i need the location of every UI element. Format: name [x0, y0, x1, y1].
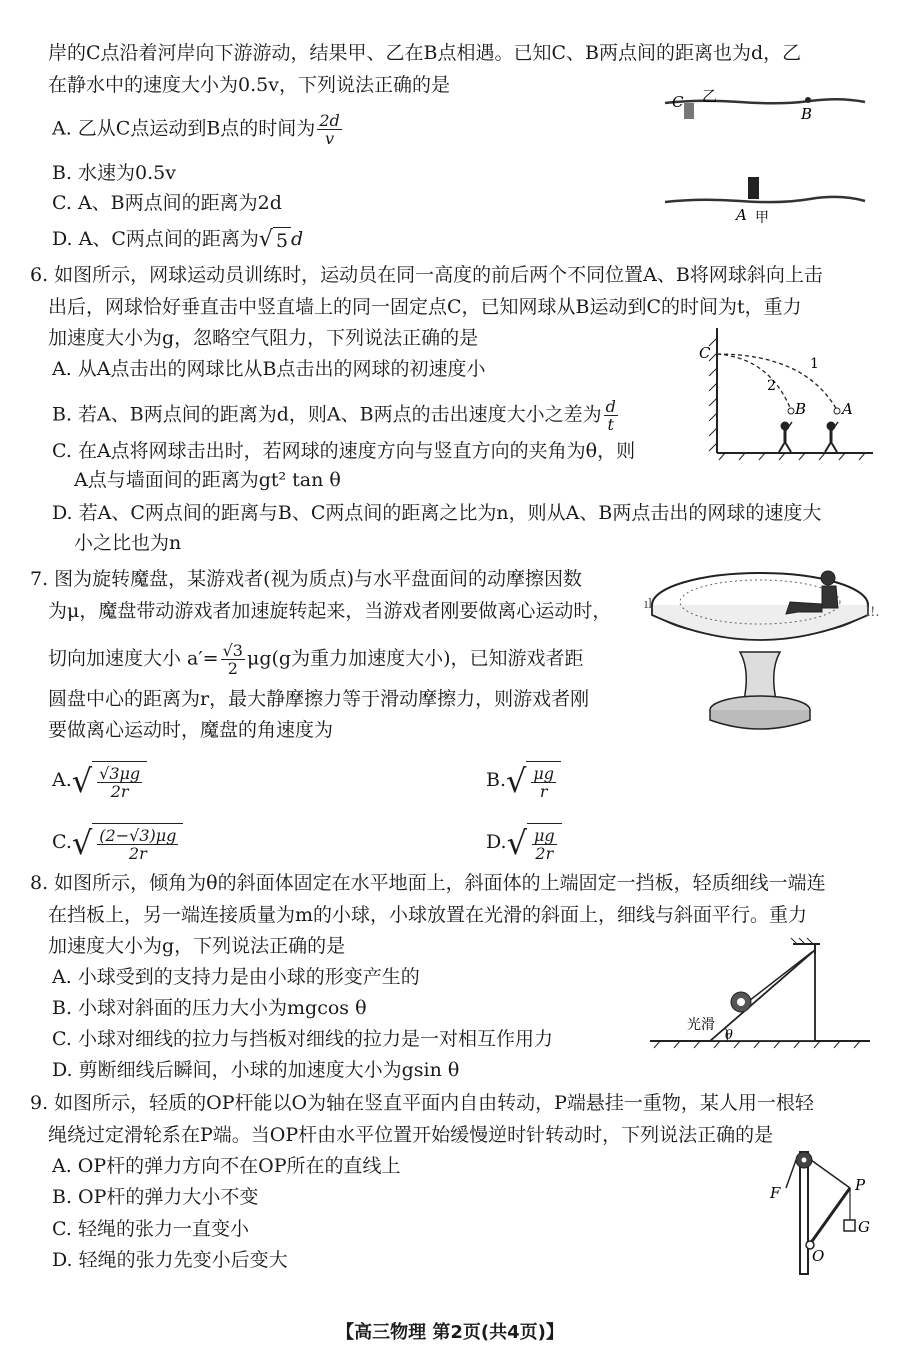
q6-option-c-line2: A点与墙面间的距离为gt² tan θ — [74, 469, 341, 491]
q9-option-a: A. OP杆的弹力方向不在OP所在的直线上 — [52, 1155, 401, 1177]
q5-option-c: C. A、B两点间的距离为2d — [52, 192, 282, 214]
label-c: C — [699, 344, 711, 362]
swimmer-yi — [684, 103, 694, 119]
incline-figure — [645, 928, 875, 1053]
point-b — [805, 97, 811, 103]
page-footer: 【高三物理 第2页(共4页)】 — [336, 1322, 564, 1343]
trajectory-1 — [717, 354, 837, 410]
q7-option-d: D.√ $\frac{\mu g}{2r}$ — [486, 822, 562, 864]
q7-line1: 7. 图为旋转魔盘，某游戏者(视为质点)与水平盘面间的动摩擦因数 — [30, 568, 582, 590]
label-yi: 乙 — [702, 87, 718, 105]
label-jia: 甲 — [755, 210, 769, 226]
q7-line3: 切向加速度大小 a′= $\frac{√3}{2}$ μg(g为重力加速度大小)，已知游戏者距 — [48, 641, 584, 678]
q9-line2: 绳绕过定滑轮系在P端。当OP杆由水平位置开始缓慢逆时针转动时，下列说法正确的是 — [48, 1124, 774, 1146]
q8-option-b: B. 小球对斜面的压力大小为mgcos θ — [52, 997, 367, 1019]
rope-to-p — [811, 1160, 850, 1188]
q6-option-d-line1: D. 若A、C两点间的距离与B、C两点间的距离之比为n，则从A、B两点击出的网球的速度大 — [52, 502, 822, 524]
q6-option-b: B. 若A、B两点间的距离为d，则A、B两点的击出速度大小之差为 $\frac{d}{t}$ — [52, 397, 616, 434]
tennis-figure — [695, 318, 875, 463]
q6-line1: 6. 如图所示，网球运动员训练时，运动员在同一高度的前后两个不同位置A、B将网球斜向上击 — [30, 264, 823, 286]
q6-option-c-line1: C. 在A点将网球击出时，若网球的速度方向与竖直方向的夹角为θ，则 — [52, 440, 636, 462]
label-b: B — [795, 400, 807, 418]
q6-option-d-line2: 小之比也为n — [74, 532, 182, 554]
q5-option-b: B. 水速为0.5v — [52, 162, 176, 184]
q5-line2: 在静水中的速度大小为0.5v，下列说法正确的是 — [48, 74, 450, 96]
q5-option-a: A. 乙从C点运动到B点的时间为 $\frac{2d}{v}$ — [52, 111, 340, 148]
label-smooth: 光滑 — [687, 1017, 715, 1033]
label-p: P — [855, 1176, 866, 1194]
rotating-disk-figure — [640, 560, 880, 750]
q7-option-c: C.√ $\frac{(2-√3)\mu g}{2r}$ — [52, 822, 183, 864]
q7-line4: 圆盘中心的距离为r，最大静摩擦力等于滑动摩擦力，则游戏者刚 — [48, 688, 590, 710]
label-f: F — [770, 1184, 781, 1202]
q8-option-d: D. 剪断细线后瞬间，小球的加速度大小为gsin θ — [52, 1059, 460, 1081]
q9-line1: 9. 如图所示，轻质的OP杆能以O为轴在竖直平面内自由转动，P端悬挂一重物，某人用一根轻 — [30, 1092, 814, 1114]
svg-text:ıl: ıl — [644, 597, 653, 612]
river-figure — [660, 85, 870, 230]
q6-line2: 出后，网球恰好垂直击中竖直墙上的同一固定点C，已知网球从B运动到C的时间为t，重力 — [48, 296, 802, 318]
rope-pull — [786, 1160, 796, 1188]
q6-line3: 加速度大小为g，忽略空气阻力，下列说法正确的是 — [48, 327, 479, 349]
q8-option-a: A. 小球受到的支持力是由小球的形变产生的 — [52, 966, 420, 988]
rod-op — [810, 1188, 850, 1244]
label-a: A — [736, 206, 747, 224]
q9-option-c: C. 轻绳的张力一直变小 — [52, 1218, 249, 1240]
label-1: 1 — [810, 356, 819, 372]
label-b: B — [801, 105, 813, 123]
q8-option-c: C. 小球对细线的拉力与挡板对细线的拉力是一对相互作用力 — [52, 1028, 553, 1050]
label-g: G — [858, 1218, 870, 1236]
player-a — [825, 422, 838, 452]
q7-option-a: A.√ $\frac{√3\mu g}{2r}$ — [52, 760, 147, 802]
q7-line5: 要做离心运动时，魔盘的角速度为 — [48, 719, 334, 741]
q9-option-d: D. 轻绳的张力先变小后变大 — [52, 1249, 288, 1271]
q8-line1: 8. 如图所示，倾角为θ的斜面体固定在水平地面上，斜面体的上端固定一挡板，轻质细线一端连 — [30, 872, 826, 894]
trajectory-2 — [717, 354, 791, 410]
q8-line2: 在挡板上，另一端连接质量为m的小球，小球放置在光滑的斜面上，细线与斜面平行。重力 — [48, 904, 808, 926]
weight — [844, 1220, 855, 1231]
svg-text:l!.: l!. — [866, 605, 880, 620]
q6-option-a: A. 从A点击出的网球比从B点击出的网球的初速度小 — [52, 358, 486, 380]
player-b — [779, 422, 792, 452]
label-o: O — [812, 1247, 825, 1265]
label-theta: θ — [725, 1028, 733, 1043]
label-a: A — [842, 400, 853, 418]
q8-line3: 加速度大小为g，下列说法正确的是 — [48, 935, 346, 957]
q7-line2: 为μ，魔盘带动游戏者加速旋转起来，当游戏者刚要做离心运动时， — [48, 600, 612, 622]
q9-option-b: B. OP杆的弹力大小不变 — [52, 1186, 259, 1208]
label-c: C — [672, 93, 684, 111]
swimmer-jia — [748, 177, 759, 199]
q7-option-b: B.√ $\frac{\mu g}{r}$ — [486, 760, 561, 802]
q5-option-d: D. A、C两点间的距离为√ 5 d — [52, 227, 304, 252]
pulley-rod-figure — [758, 1148, 883, 1278]
q5-line1: 岸的C点沿着河岸向下游游动，结果甲、乙在B点相遇。已知C、B两点间的距离也为d，乙 — [48, 42, 802, 64]
label-2: 2 — [767, 378, 776, 394]
